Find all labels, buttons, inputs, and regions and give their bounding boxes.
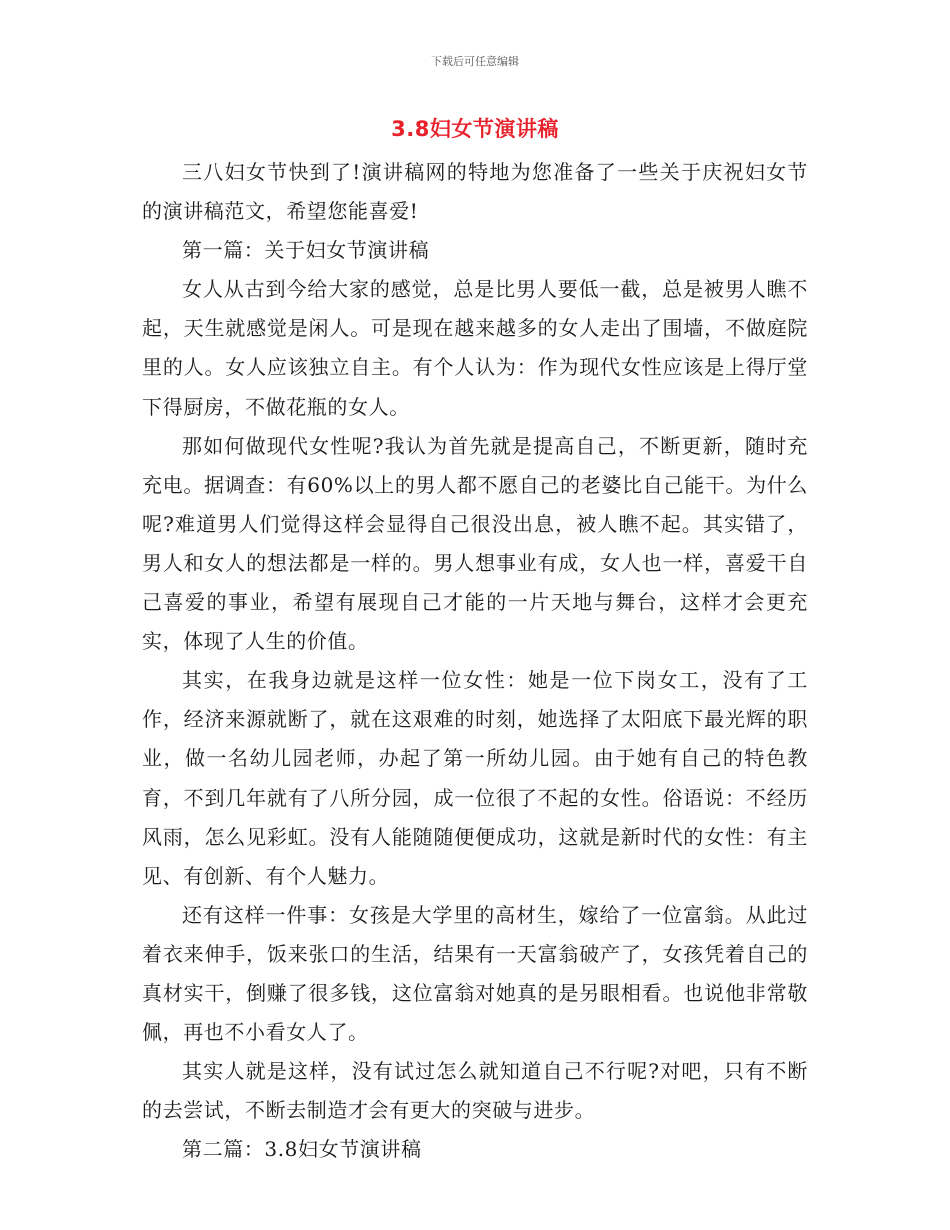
section-heading-2: 第二篇：3.8妇女节演讲稿 [182,1137,422,1162]
document-title: 3.8妇女节演讲稿 [391,117,559,141]
paragraph: 其实，在我身边就是这样一位女性：她是一位下岗女工，没有了工作，经济来源就断了，就在这艰难的时刻，她选择了太阳底下最光辉的职业，做一名幼儿园老师，办起了第一所幼儿园。由于她有自己的特色教育，不到几年就有了八所分园，成一位很了不起的女性。俗语说：不经历风雨，怎么见彩虹。没有人能随随便便成功，这就是新时代的女性：有主见、有创新、有个人魅力。 [142,668,808,888]
section-heading-1: 第一篇：关于妇女节演讲稿 [182,238,430,263]
paragraph: 还有这样一件事：女孩是大学里的高材生，嫁给了一位富翁。从此过着衣来伸手，饭来张口的生活，结果有一天富翁破产了，女孩凭着自己的真材实干，倒赚了很多钱，这位富翁对她真的是另眼相看。也说他非常敬佩，再也不小看女人了。 [142,902,808,1045]
paragraph: 那如何做现代女性呢?我认为首先就是提高自己，不断更新，随时充充电。据调查：有60%以上的男人都不愿自己的老婆比自己能干。为什么呢?难道男人们觉得这样会显得自己很没出息，被人瞧不起。其实错了，男人和女人的想法都是一样的。男人想事业有成，女人也一样，喜爱干自己喜爱的事业，希望有展现自己才能的一片天地与舞台，这样才会更充实，体现了人生的价值。 [142,433,808,654]
document-body [142,153,808,1169]
header-note: 下载后可任意编辑 [431,55,519,68]
paragraph: 其实人就是这样，没有试过怎么就知道自己不行呢?对吧，只有不断的去尝试，不断去制造才会有更大的突破与进步。 [142,1059,808,1123]
paragraph-intro: 三八妇女节快到了!演讲稿网的特地为您准备了一些关于庆祝妇女节的演讲稿范文，希望您能喜爱! [142,160,808,224]
paragraph: 女人从古到今给大家的感觉，总是比男人要低一截，总是被男人瞧不起，天生就感觉是闲人。可是现在越来越多的女人走出了围墙，不做庭院里的人。女人应该独立自主。有个人认为：作为现代女性应该是上得厅堂下得厨房，不做花瓶的女人。 [142,277,808,419]
